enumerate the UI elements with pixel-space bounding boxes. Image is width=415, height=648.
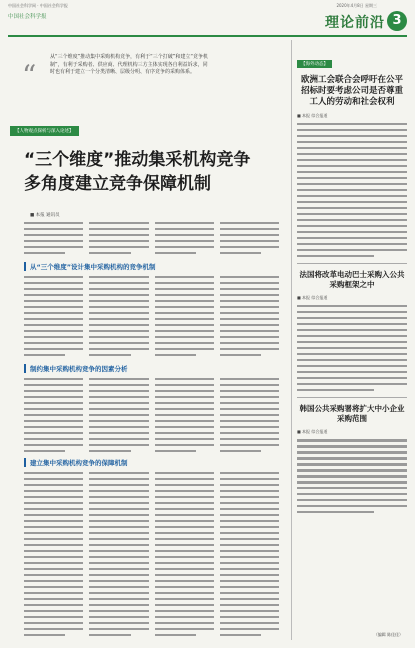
text-column [89, 276, 148, 360]
sidebar-story-body-1 [297, 123, 407, 257]
subhead-1: 从“三个维度”设计集中采购机构的竞争机制 [24, 262, 279, 271]
body-text-block-3 [24, 378, 279, 456]
article-headline [24, 148, 274, 196]
headline-line-1: “三个维度”推动集采机构竞争 [24, 150, 251, 170]
text-column [89, 222, 148, 258]
body-text-block-2 [24, 276, 279, 360]
sidebar-story-body-2 [297, 305, 407, 391]
editor-credit: （编辑 陈佳佳） [373, 632, 403, 637]
text-column [220, 472, 279, 640]
article-author: ■ 本报 通讯员 [30, 213, 60, 218]
column-badge: 【人物观点探析与深入论述】 [10, 126, 79, 136]
sidebar-story-title-2: 法国将改革电动巴士采购入公共采购框架之中 [299, 270, 405, 290]
top-left-meta: 中国社会科学网 · 中国社会科学报 [8, 3, 68, 8]
sidebar-story-body-3 [297, 439, 407, 513]
text-column [155, 472, 214, 640]
text-column [89, 472, 148, 640]
sidebar-divider [297, 263, 407, 264]
sidebar-news [291, 40, 407, 640]
sidebar-story-title-3: 韩国公共采购署将扩大中小企业采购范围 [299, 404, 405, 424]
sidebar-label: 【海外动态】 [297, 60, 332, 68]
sidebar-story-author-1: ■ 本报 综合报道 [297, 113, 328, 118]
lead-block [8, 40, 285, 150]
masthead: 中国社会科学报 [8, 14, 47, 20]
sidebar-divider [297, 397, 407, 398]
quote-mark-icon: “ [22, 59, 37, 92]
section-title: 理论前沿 [325, 15, 385, 31]
text-column [24, 276, 83, 360]
lead-text: 从“三个维度”推动集中采购机构竞争，有利于“三个打破”和建立“竞争机制”，有利于采购者、供应商、代理机构三方主体实现各自利益诉求，同时也有利于建立一个分类清晰、层级分明、有序竞争的采购体系。 [50, 54, 208, 75]
main-article [8, 40, 285, 640]
text-column [220, 378, 279, 456]
sidebar-story-title-1: 欧洲工会联合会呼吁在公平招标时要考虑公司是否尊重工人的劳动和社会权利 [300, 75, 403, 107]
text-column [155, 222, 214, 258]
issue-date: 2020年4月8日 星期三 [336, 3, 377, 8]
text-column [220, 222, 279, 258]
page-number-badge: 3 [387, 11, 407, 31]
text-column [89, 378, 148, 456]
subhead-2: 制约集中采购机构竞争的因素分析 [24, 364, 279, 373]
text-column [24, 472, 83, 640]
body-text-block-1 [24, 222, 279, 258]
text-column [155, 378, 214, 456]
sidebar-story-author-3: ■ 本报 综合报道 [297, 429, 328, 435]
top-meta-line [8, 3, 407, 12]
sidebar-story-author-2: ■ 本报 综合报道 [297, 295, 328, 301]
text-column [220, 276, 279, 360]
headline-line-2: 多角度建立竞争保障机制 [24, 174, 211, 194]
subhead-3: 建立集中采购机构竞争的保障机制 [24, 458, 279, 467]
text-column [155, 276, 214, 360]
header-rule [8, 35, 407, 37]
text-column [24, 222, 83, 258]
text-column [24, 378, 83, 456]
body-text-block-4 [24, 472, 279, 640]
